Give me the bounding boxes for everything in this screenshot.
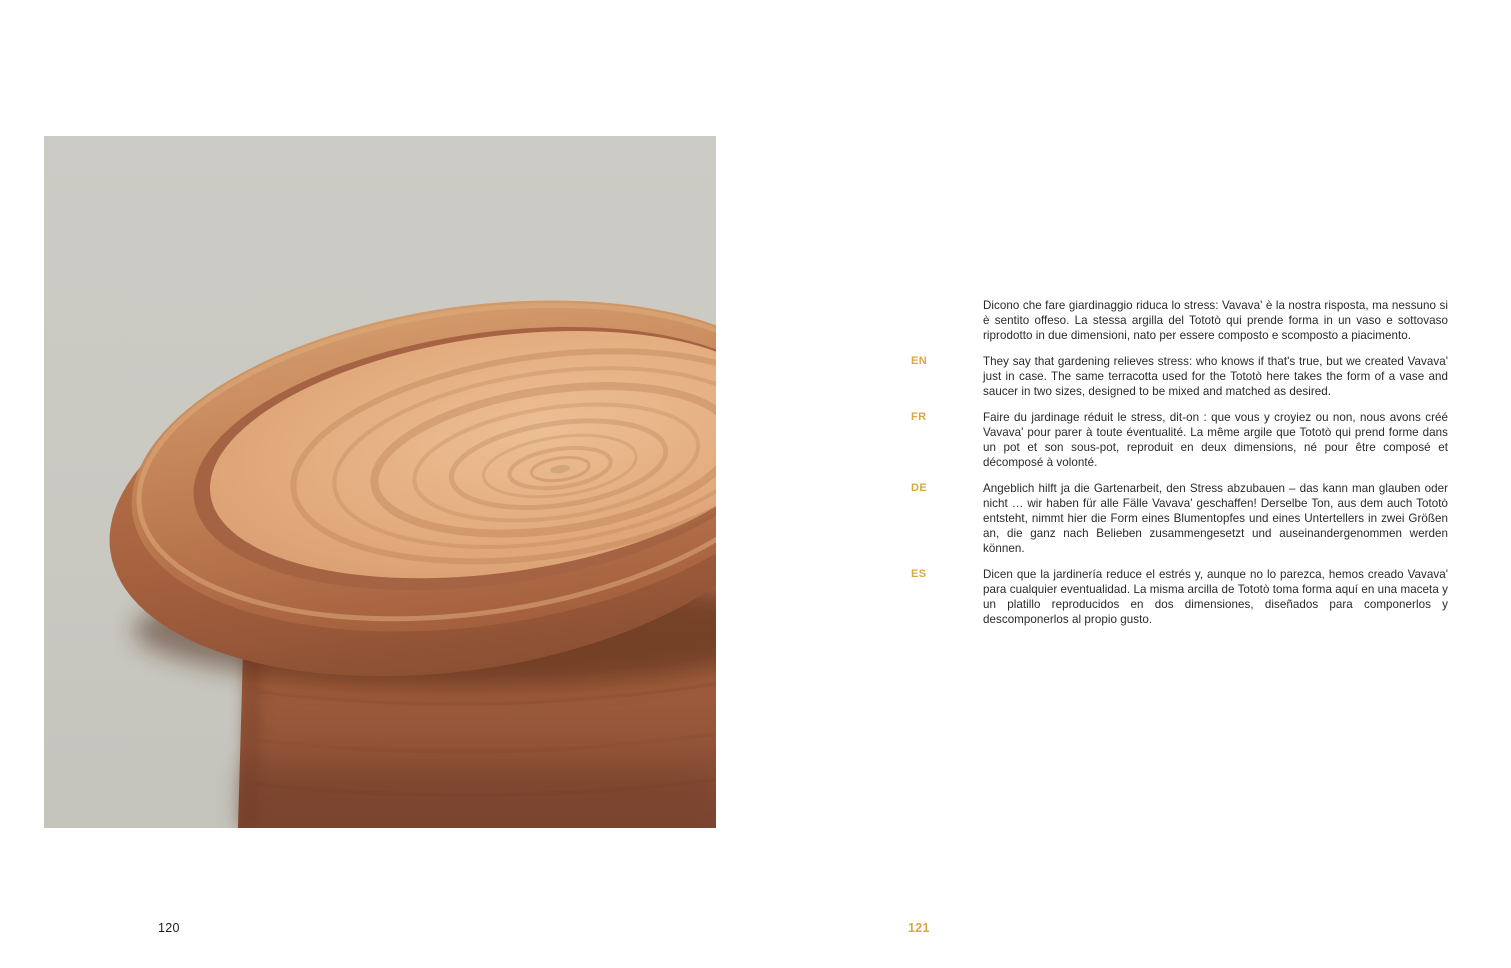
paragraph-en xyxy=(911,354,1448,399)
paragraph-text-en: They say that gardening relieves stress: who knows if that's true, but we created Vavava' just in case. The same terracotta used for the Tototò here takes the form of a vase and saucer in two sizes, designed to be mixed and matched as desired. xyxy=(983,355,1448,398)
paragraph-text-es: Dicen que la jardinería reduce el estrés y, aunque no lo parezca, hemos creado Vavava' para cualquier eventualidad. La misma arcilla de Tototò toma forma aquí en una maceta y un platillo reproducidos en dos dimensiones, diseñados para componerlos y descomponerlos al propio gusto. xyxy=(983,568,1448,626)
language-label-de: DE xyxy=(911,482,928,494)
paragraph-it xyxy=(911,298,1448,343)
page-number-right: 121 xyxy=(908,921,930,935)
paragraph-text-fr: Faire du jardinage réduit le stress, dit-on : que vous y croyiez ou non, nous avons créé Vavava' pour parer à toute éventualité. La même argile que Tototò qui prend forme dans un pot et son sous-pot, reproduit en deux dimensions, né pour être composé et décomposé à volonté. xyxy=(983,411,1448,469)
paragraph-text-de: Angeblich hilft ja die Gartenarbeit, den Stress abzubauen – das kann man glauben oder nicht … wir haben für alle Fälle Vavava' geschaffen! Derselbe Ton, aus dem auch Tototò entsteht, nimmt hier die Form eines Blumentopfes und eines Untertellers in zwei Größen an, die ganz nach Belieben zusammengesetzt und auseinandergenommen werden können. xyxy=(983,482,1448,555)
paragraph-de xyxy=(911,481,1448,556)
language-label-it xyxy=(911,298,983,343)
translations-column xyxy=(911,298,1448,638)
language-label-en: EN xyxy=(911,355,928,367)
pot-saucer-illustration xyxy=(44,136,716,828)
page-number-left: 120 xyxy=(158,921,180,935)
language-label-fr: FR xyxy=(911,411,927,423)
paragraph-fr xyxy=(911,410,1448,470)
product-photo xyxy=(44,136,716,828)
paragraph-es xyxy=(911,567,1448,627)
language-label-es: ES xyxy=(911,568,927,580)
paragraph-text-it: Dicono che fare giardinaggio riduca lo stress: Vavava' è la nostra risposta, ma nessuno si è sentito offeso. La stessa argilla del Tototò qui prende forma in un vaso e sottovaso riprodotto in due dimensioni, nato per essere composto e scomposto a piacimento. xyxy=(983,299,1448,342)
